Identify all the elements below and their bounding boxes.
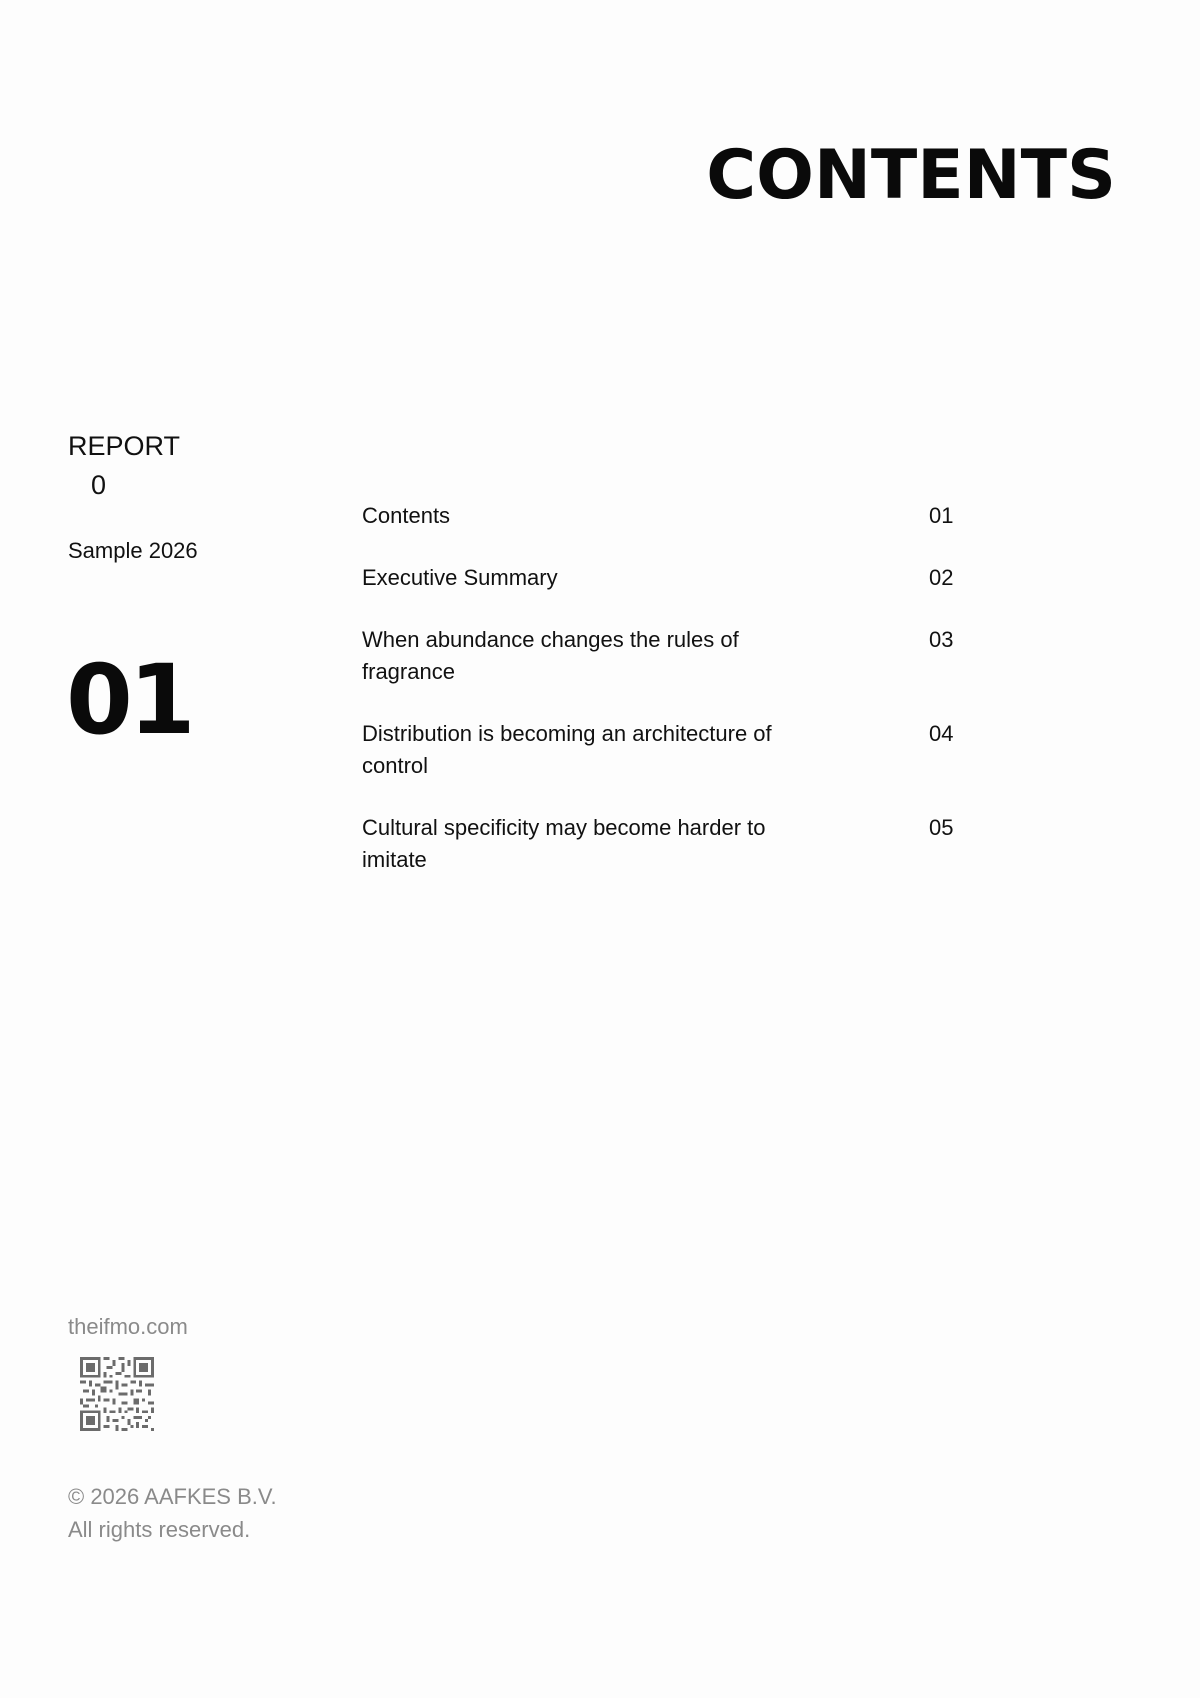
report-number: 0 [91, 470, 107, 500]
copyright-notice [68, 1480, 277, 1546]
toc-entry[interactable] [362, 500, 962, 532]
toc-entry-title[interactable]: Contents [362, 503, 451, 528]
toc-entry-page: 05 [929, 815, 954, 840]
toc-entry-title[interactable]: Distribution is becoming an architecture of control [362, 721, 772, 778]
toc-entry-page: 01 [929, 503, 954, 528]
toc-entry-page: 04 [929, 721, 954, 746]
table-of-contents [362, 500, 962, 906]
toc-entry-title[interactable]: Executive Summary [362, 565, 558, 590]
website-link[interactable]: theifmo.com [68, 1314, 188, 1339]
report-info [66, 430, 328, 756]
rights-reserved-line: All rights reserved. [68, 1517, 251, 1542]
page-title: CONTENTS [706, 136, 1116, 215]
sample-label: Sample 2026 [68, 538, 198, 563]
toc-entry[interactable] [362, 718, 962, 782]
toc-entry-page: 03 [929, 627, 954, 652]
report-label: REPORT [68, 431, 181, 461]
toc-entry-page: 02 [929, 565, 954, 590]
chapter-number: 01 [66, 644, 192, 756]
toc-entry-title[interactable]: Cultural specificity may become harder to imitate [362, 815, 766, 872]
copyright-line: © 2026 AAFKES B.V. [68, 1484, 277, 1509]
qr-code-icon [80, 1357, 154, 1431]
toc-entry-title[interactable]: When abundance changes the rules of fragrance [362, 627, 739, 684]
toc-entry[interactable] [362, 562, 962, 594]
toc-entry[interactable] [362, 812, 962, 876]
toc-entry[interactable] [362, 624, 962, 688]
